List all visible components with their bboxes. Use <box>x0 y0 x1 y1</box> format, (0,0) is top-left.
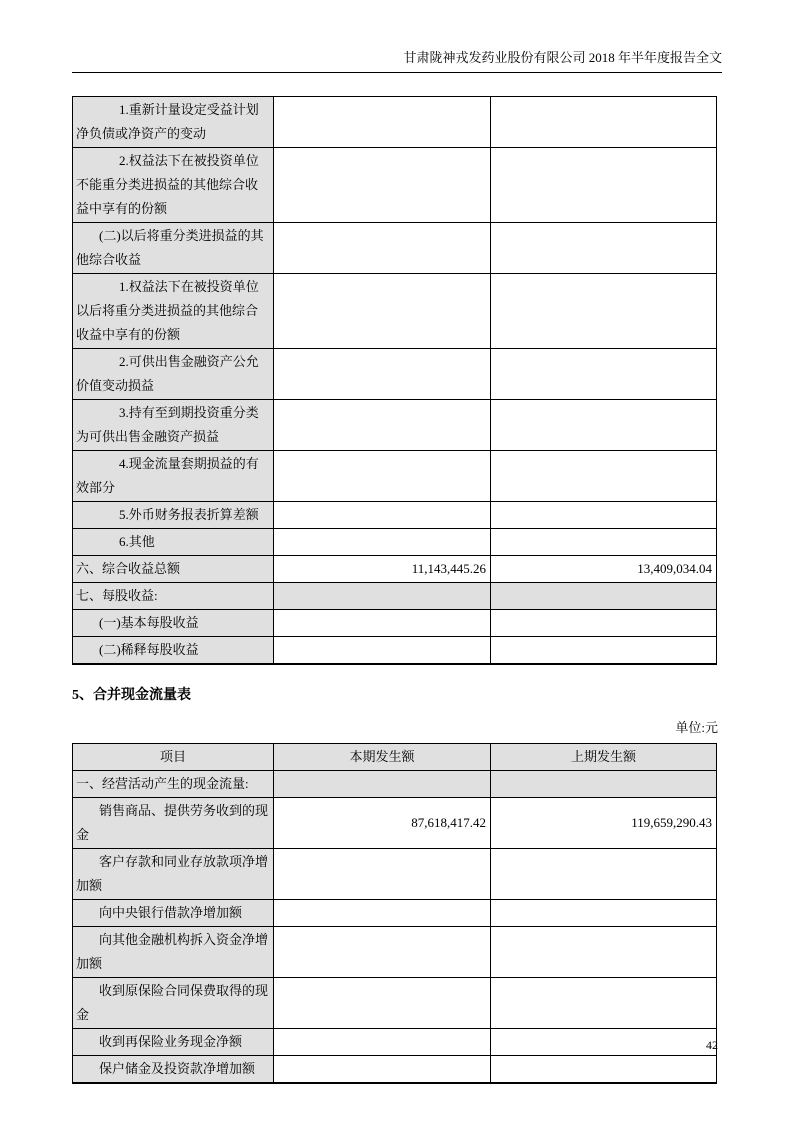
prior-period-amount-cell <box>491 451 717 502</box>
table-row <box>73 1056 717 1084</box>
current-period-amount-cell <box>274 529 491 556</box>
table-row <box>73 97 717 148</box>
prior-period-amount-cell: 13,409,034.04 <box>491 556 717 583</box>
item-label-cell: 3.持有至到期投资重分类为可供出售金融资产损益 <box>73 400 274 451</box>
current-period-amount-cell <box>274 97 491 148</box>
current-period-amount-cell: 11,143,445.26 <box>274 556 491 583</box>
table-row <box>73 148 717 223</box>
item-label-cell: 客户存款和同业存放款项净增加额 <box>73 849 274 900</box>
current-period-amount-cell <box>274 274 491 349</box>
prior-period-amount-cell <box>491 97 717 148</box>
table-row <box>73 849 717 900</box>
table-row <box>73 223 717 274</box>
prior-period-amount-cell <box>491 400 717 451</box>
current-period-amount-cell <box>274 583 491 610</box>
column-header-item: 项目 <box>73 744 274 771</box>
unit-label: 单位:元 <box>675 720 718 735</box>
item-label-cell: 一、经营活动产生的现金流量: <box>73 771 274 798</box>
column-header-current-period: 本期发生额 <box>274 744 491 771</box>
section-title-cash-flow-statement: 5、合并现金流量表 <box>72 688 191 703</box>
current-period-amount-cell <box>274 349 491 400</box>
table-row <box>73 349 717 400</box>
prior-period-amount-cell: 119,659,290.43 <box>491 798 717 849</box>
item-label-cell: 2.权益法下在被投资单位不能重分类进损益的其他综合收益中享有的份额 <box>73 148 274 223</box>
page-header <box>72 0 722 73</box>
current-period-amount-cell <box>274 771 491 798</box>
table-row <box>73 502 717 529</box>
current-period-amount-cell: 87,618,417.42 <box>274 798 491 849</box>
item-label-cell: 2.可供出售金融资产公允价值变动损益 <box>73 349 274 400</box>
item-label-cell: 向中央银行借款净增加额 <box>73 900 274 927</box>
page-number: 42 <box>706 1038 718 1052</box>
item-label-cell: (一)基本每股收益 <box>73 610 274 637</box>
prior-period-amount-cell <box>491 223 717 274</box>
table-row <box>73 274 717 349</box>
current-period-amount-cell <box>274 927 491 978</box>
item-label-cell: 向其他金融机构拆入资金净增加额 <box>73 927 274 978</box>
prior-period-amount-cell <box>491 610 717 637</box>
current-period-amount-cell <box>274 223 491 274</box>
item-label-cell: (二)稀释每股收益 <box>73 637 274 665</box>
item-label-cell: (二)以后将重分类进损益的其他综合收益 <box>73 223 274 274</box>
table-row <box>73 637 717 665</box>
item-label-cell: 4.现金流量套期损益的有效部分 <box>73 451 274 502</box>
prior-period-amount-cell <box>491 349 717 400</box>
table-row <box>73 927 717 978</box>
prior-period-amount-cell <box>491 771 717 798</box>
item-label-cell: 保户储金及投资款净增加额 <box>73 1056 274 1084</box>
current-period-amount-cell <box>274 610 491 637</box>
table-header-row <box>73 744 717 771</box>
cash-flow-table <box>72 743 717 1084</box>
report-header-title: 甘肃陇神戎发药业股份有限公司 2018 年半年度报告全文 <box>403 50 722 65</box>
item-label-cell: 销售商品、提供劳务收到的现金 <box>73 798 274 849</box>
current-period-amount-cell <box>274 849 491 900</box>
prior-period-amount-cell <box>491 637 717 665</box>
table-row <box>73 771 717 798</box>
table-row <box>73 978 717 1029</box>
item-label-cell: 5.外币财务报表折算差额 <box>73 502 274 529</box>
prior-period-amount-cell <box>491 978 717 1029</box>
prior-period-amount-cell <box>491 529 717 556</box>
current-period-amount-cell <box>274 148 491 223</box>
current-period-amount-cell <box>274 978 491 1029</box>
item-label-cell: 收到原保险合同保费取得的现金 <box>73 978 274 1029</box>
table-row <box>73 583 717 610</box>
prior-period-amount-cell <box>491 148 717 223</box>
table-row <box>73 610 717 637</box>
current-period-amount-cell <box>274 451 491 502</box>
current-period-amount-cell <box>274 400 491 451</box>
table-row <box>73 400 717 451</box>
prior-period-amount-cell <box>491 583 717 610</box>
table-row <box>73 900 717 927</box>
current-period-amount-cell <box>274 502 491 529</box>
item-label-cell: 六、综合收益总额 <box>73 556 274 583</box>
prior-period-amount-cell <box>491 1056 717 1084</box>
item-label-cell: 1.重新计量设定受益计划净负债或净资产的变动 <box>73 97 274 148</box>
comprehensive-income-table <box>72 96 717 665</box>
item-label-cell: 6.其他 <box>73 529 274 556</box>
table-row <box>73 798 717 849</box>
column-header-prior-period: 上期发生额 <box>491 744 717 771</box>
prior-period-amount-cell <box>491 502 717 529</box>
prior-period-amount-cell <box>491 927 717 978</box>
item-label-cell: 七、每股收益: <box>73 583 274 610</box>
prior-period-amount-cell <box>491 849 717 900</box>
table-row <box>73 556 717 583</box>
prior-period-amount-cell <box>491 900 717 927</box>
item-label-cell: 收到再保险业务现金净额 <box>73 1029 274 1056</box>
current-period-amount-cell <box>274 900 491 927</box>
item-label-cell: 1.权益法下在被投资单位以后将重分类进损益的其他综合收益中享有的份额 <box>73 274 274 349</box>
current-period-amount-cell <box>274 1056 491 1084</box>
table-row <box>73 529 717 556</box>
prior-period-amount-cell <box>491 274 717 349</box>
table-row <box>73 451 717 502</box>
current-period-amount-cell <box>274 637 491 665</box>
